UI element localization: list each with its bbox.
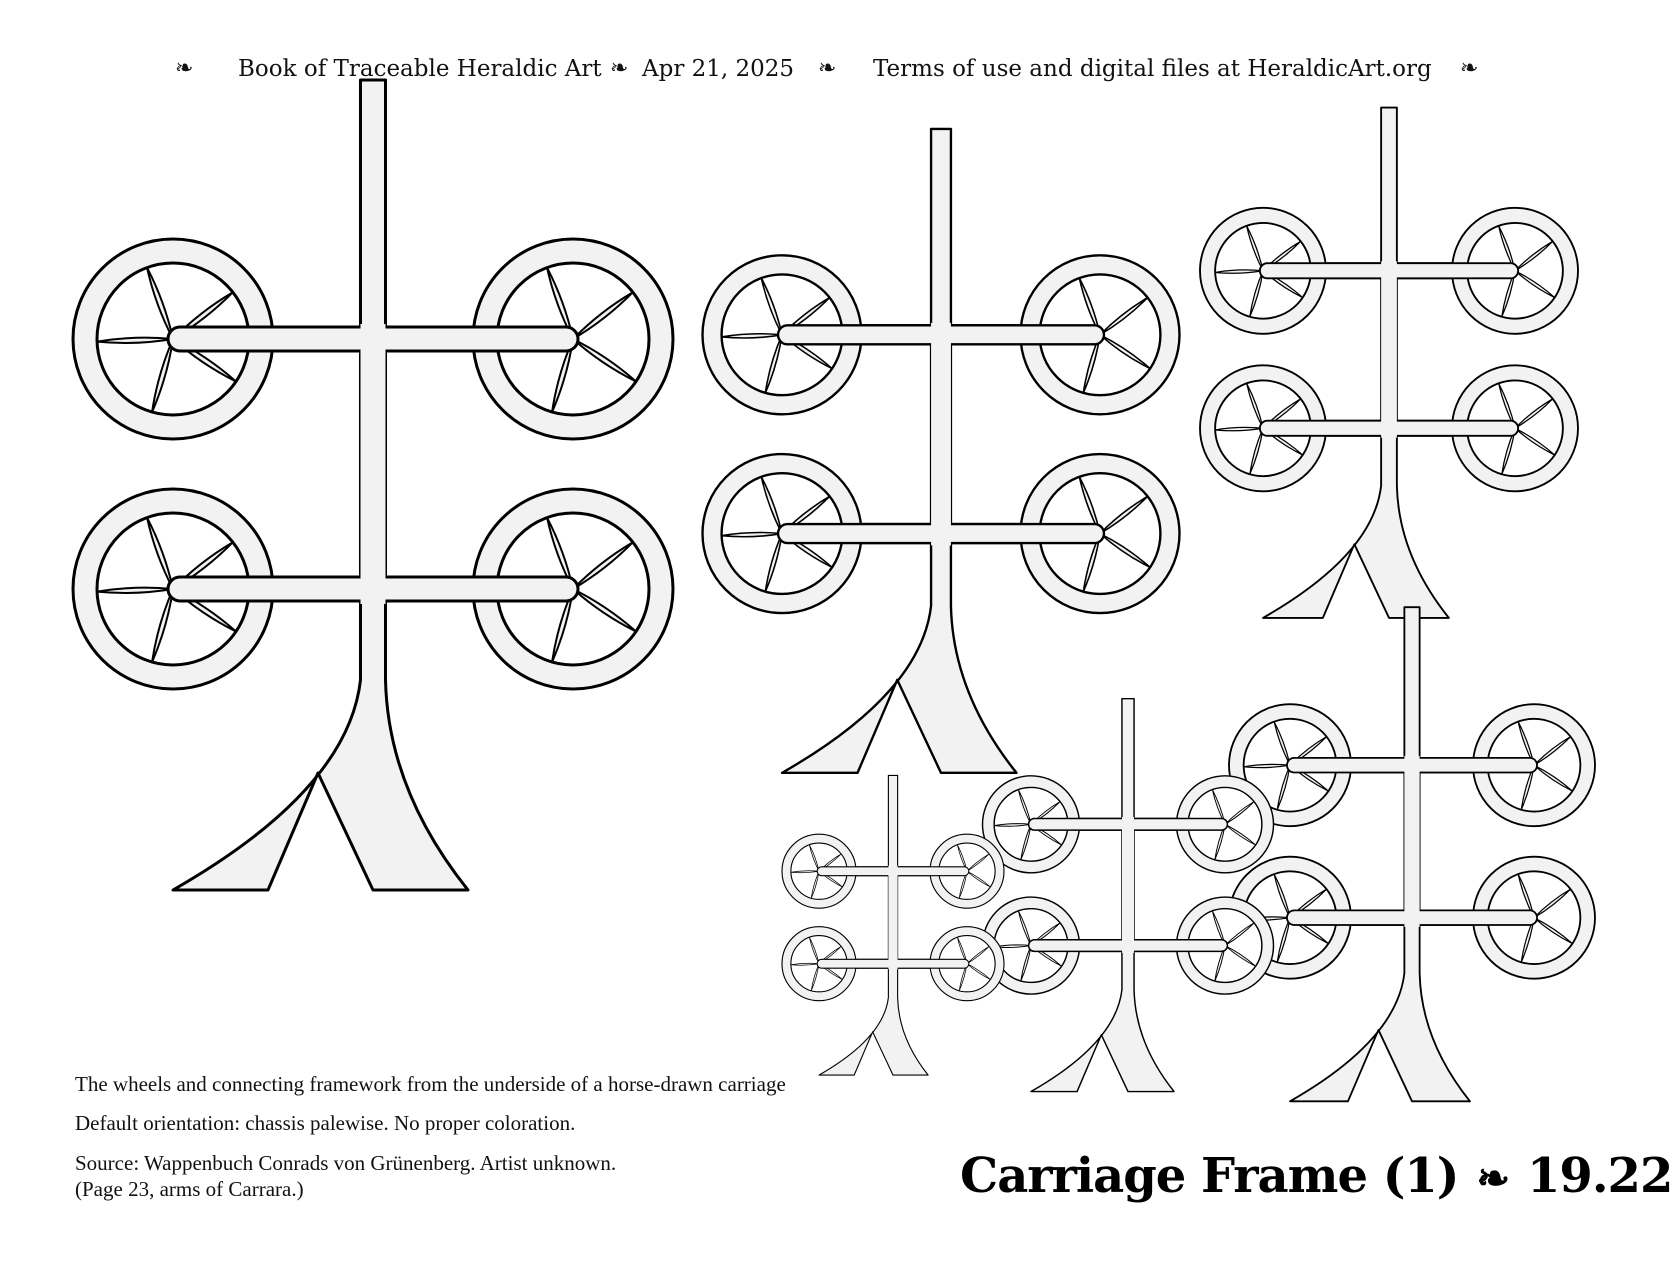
carriage-frame-medium bbox=[1200, 108, 1578, 618]
fleuron-icon: ❧ bbox=[175, 56, 194, 81]
plate-number: 19.22 bbox=[1527, 1148, 1672, 1204]
fleuron-icon: ❧ bbox=[1476, 1155, 1510, 1202]
fleuron-icon: ❧ bbox=[610, 56, 629, 81]
carriage-frame-medium-large bbox=[703, 129, 1180, 773]
carriage-frame-smallest bbox=[782, 775, 1004, 1075]
carriage-frame-medium-small bbox=[1229, 607, 1595, 1101]
plate-title bbox=[960, 1148, 1672, 1204]
source-line: Source: Wappenbuch Conrads von Grünenberg. Artist unknown. bbox=[75, 1151, 617, 1175]
fleuron-icon: ❧ bbox=[1460, 56, 1479, 81]
header-date: Apr 21, 2025 bbox=[642, 56, 795, 82]
orientation-line: Default orientation: chassis palewise. No proper coloration. bbox=[75, 1111, 576, 1135]
source-page-line: (Page 23, arms of Carrara.) bbox=[75, 1177, 304, 1201]
fleuron-icon: ❧ bbox=[818, 56, 837, 81]
charge-name: Carriage Frame (1) bbox=[960, 1148, 1459, 1204]
book-title: Book of Traceable Heraldic Art bbox=[238, 56, 602, 82]
terms-link-text: Terms of use and digital files at HeraldicArt.org bbox=[873, 56, 1432, 82]
description-line: The wheels and connecting framework from the underside of a horse-drawn carriage bbox=[75, 1072, 786, 1096]
carriage-frame-large bbox=[73, 80, 673, 890]
